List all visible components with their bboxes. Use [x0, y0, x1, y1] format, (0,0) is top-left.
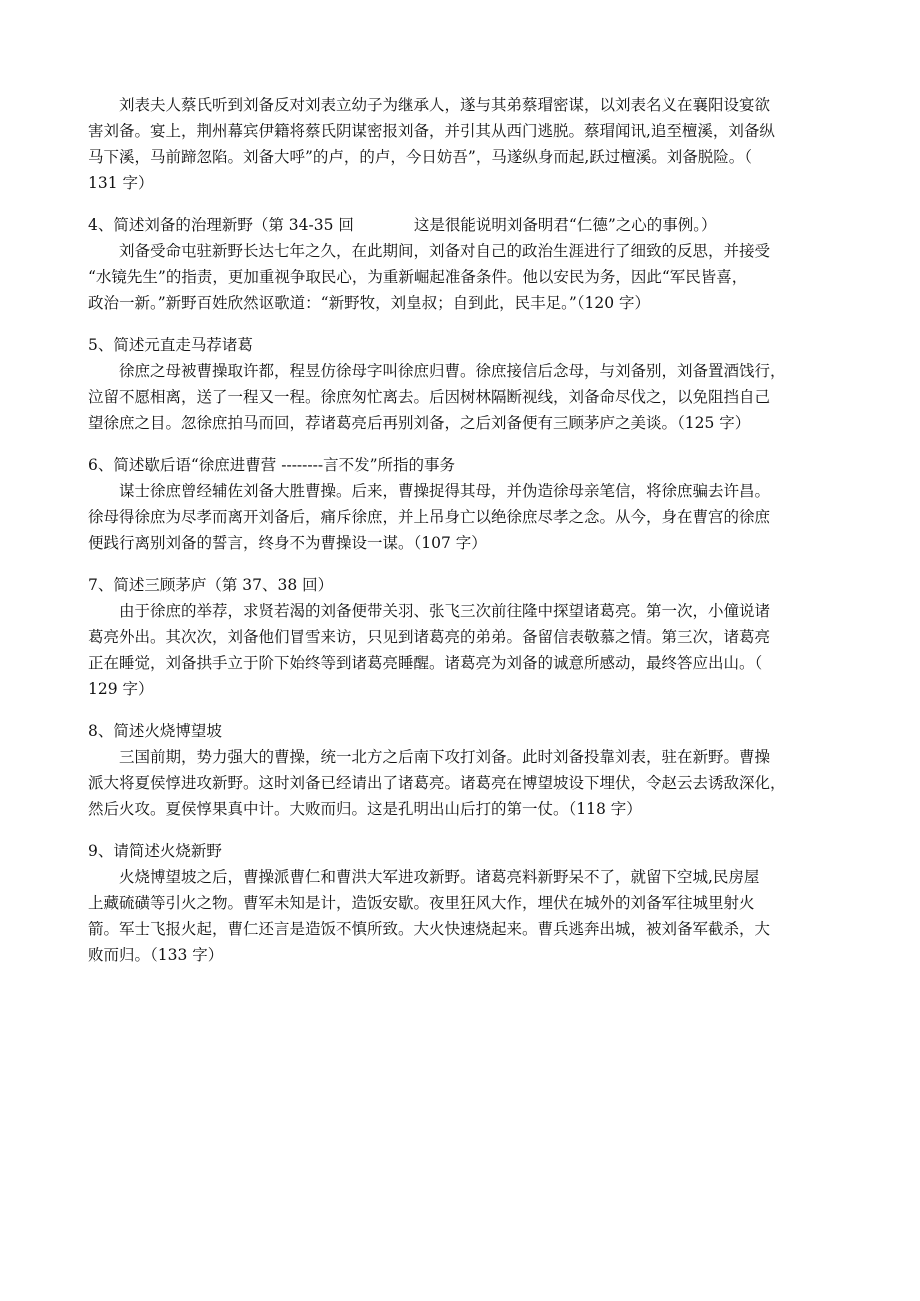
paragraph-liubei-tanxi: [88, 92, 848, 196]
section-8: [88, 718, 848, 822]
section-5-title: 5、简述元直走马荐诸葛: [88, 336, 253, 354]
text-line: 然后火攻。夏侯惇果真中计。大败而归。这是孔明出山后打的第一仗。（118 字）: [88, 800, 642, 818]
text-line: 131 字）: [88, 174, 154, 192]
text-line: 三国前期，势力强大的曹操，统一北方之后南下攻打刘备。此时刘备投靠刘表，驻在新野。曹操: [119, 748, 771, 766]
text-line: 泣留不愿相离，送了一程又一程。徐庶匆忙离去。后因树林隔断视线，刘备命尽伐之，以免阻挡自己: [88, 388, 771, 406]
section-9-title: 9、请简述火烧新野: [88, 842, 222, 860]
section-4-note: 这是很能说明刘备明君“仁德”之心的事例。）: [413, 216, 717, 234]
text-line: “水镜先生”的指责，更加重视争取民心，为重新崛起准备条件。他以安民为务，因此“军民皆喜，: [88, 268, 748, 286]
text-line: 刘备受命屯驻新野长达七年之久，在此期间，刘备对自己的政治生涯进行了细致的反思，并接受: [119, 242, 771, 260]
section-4-heading: [88, 212, 848, 238]
section-6-title: 6、简述歇后语“徐庶进曹营 --------言不发”所指的事务: [88, 456, 456, 474]
text-line: 正在睡觉，刘备拱手立于阶下始终等到诸葛亮睡醒。诸葛亮为刘备的诚意所感动，最终答应出山。（: [88, 654, 763, 672]
section-4-title: 4、简述刘备的治理新野（第 34-35 回: [88, 216, 354, 234]
section-8-title: 8、简述火烧博望坡: [88, 722, 222, 740]
document-page: [88, 92, 848, 968]
text-line: 便践行离别刘备的誓言，终身不为曹操设一谋。（107 字）: [88, 534, 487, 552]
text-line: 上藏硫磺等引火之物。曹军未知是计，造饭安歇。夜里狂风大作，埋伏在城外的刘备军往城里射火: [88, 894, 755, 912]
text-line: 望徐庶之目。忽徐庶拍马而回，荐诸葛亮后再别刘备，之后刘备便有三顾茅庐之美谈。（125 字）: [88, 414, 751, 432]
section-4: [88, 212, 848, 316]
section-7: [88, 572, 848, 702]
section-6: [88, 452, 848, 556]
text-line: 由于徐庶的举荐，求贤若渴的刘备便带关羽、张飞三次前往隆中探望诸葛亮。第一次，小僮说诸: [119, 602, 771, 620]
text-line: 谋士徐庶曾经辅佐刘备大胜曹操。后来，曹操捉得其母，并伪造徐母亲笔信，将徐庶骗去许昌。: [119, 482, 771, 500]
text-line: 马下溪，马前蹄忽陷。刘备大呼”的卢，的卢，今日妨吾”，马遂纵身而起,跃过檀溪。刘备脱险。（: [88, 148, 753, 166]
section-7-title: 7、简述三顾茅庐（第 37、38 回）: [88, 576, 334, 594]
section-5: [88, 332, 848, 436]
text-line: 129 字）: [88, 680, 154, 698]
text-line: 政治一新。”新野百姓欣然讴歌道：“新野牧，刘皇叔；自到此，民丰足。”（120 字）: [88, 294, 651, 312]
text-line: 败而归。（133 字）: [88, 946, 224, 964]
text-line: 葛亮外出。其次次，刘备他们冒雪来访，只见到诸葛亮的弟弟。备留信表敬慕之情。第三次，诸葛亮: [88, 628, 771, 646]
text-line: 害刘备。宴上，荆州幕宾伊籍将蔡氏阴谋密报刘备，并引其从西门逃脱。蔡瑁闻讯,追至檀溪，刘备纵: [88, 122, 775, 140]
text-line: 派大将夏侯惇进攻新野。这时刘备已经请出了诸葛亮。诸葛亮在博望坡设下埋伏，令赵云去诱敌深化，: [88, 774, 786, 792]
text-line: 刘表夫人蔡氏听到刘备反对刘表立幼子为继承人，遂与其弟蔡瑁密谋，以刘表名义在襄阳设宴欲: [119, 96, 771, 114]
section-9: [88, 838, 848, 968]
text-line: 箭。军士飞报火起，曹仁还言是造饭不慎所致。大火快速烧起来。曹兵逃奔出城，被刘备军截杀，大: [88, 920, 771, 938]
text-line: 徐庶之母被曹操取许都，程昱仿徐母字叫徐庶归曹。徐庶接信后念母，与刘备别，刘备置酒饯行，: [119, 362, 786, 380]
text-line: 徐母得徐庶为尽孝而离开刘备后，痛斥徐庶，并上吊身亡以绝徐庶尽孝之念。从今，身在曹宫的徐庶: [88, 508, 771, 526]
text-line: 火烧博望坡之后，曹操派曹仁和曹洪大军进攻新野。诸葛亮料新野呆不了，就留下空城,民房屋: [119, 868, 760, 886]
